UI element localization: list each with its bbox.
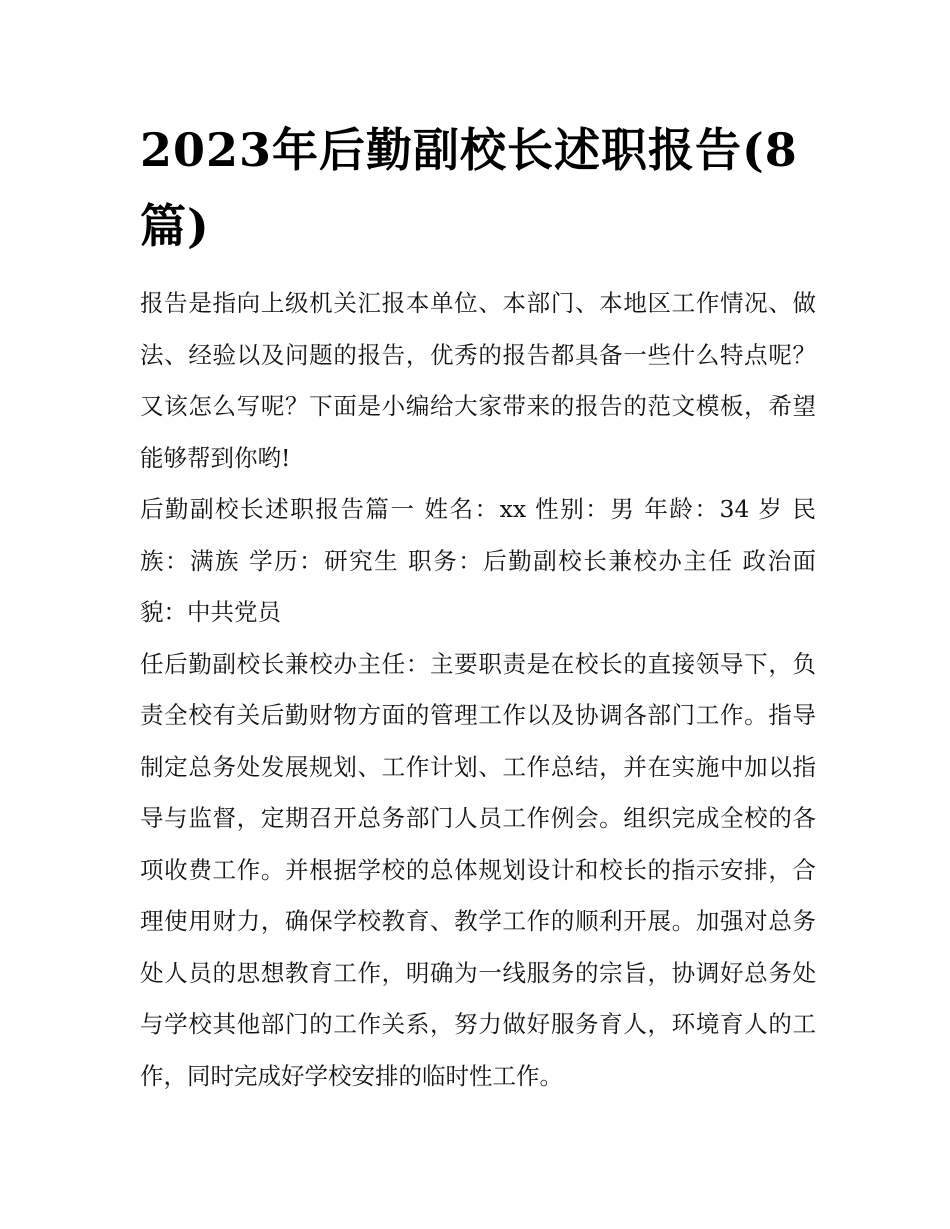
personal-info-paragraph: 后勤副校长述职报告篇一 姓名：xx 性别：男 年龄：34 岁 民族：满族 学历：研究生 职务：后勤副校长兼校办主任 政治面貌：中共党员 <box>140 495 816 626</box>
intro-paragraph: 报告是指向上级机关汇报本单位、本部门、本地区工作情况、做法、经验以及问题的报告，优秀的报告都具备一些什么特点呢？又该怎么写呢？下面是小编给大家带来的报告的范文模板，希望能够帮到你哟! <box>140 289 816 472</box>
document-body <box>140 278 816 1102</box>
document-title: 2023年后勤副校长述职报告(8篇) <box>140 123 798 253</box>
duties-paragraph: 任后勤副校长兼校办主任：主要职责是在校长的直接领导下，负责全校有关后勤财物方面的管理工作以及协调各部门工作。指导制定总务处发展规划、工作计划、工作总结，并在实施中加以指导与监督，定期召开总务部门人员工作例会。组织完成全校的各项收费工作。并根据学校的总体规划设计和校长的指示安排，合理使用财力，确保学校教育、教学工作的顺利开展。加强对总务处人员的思想教育工作，明确为一线服务的宗旨，协调好总务处与学校其他部门的工作关系，努力做好服务育人，环境育人的工作，同时完成好学校安排的临时性工作。 <box>140 649 816 1090</box>
